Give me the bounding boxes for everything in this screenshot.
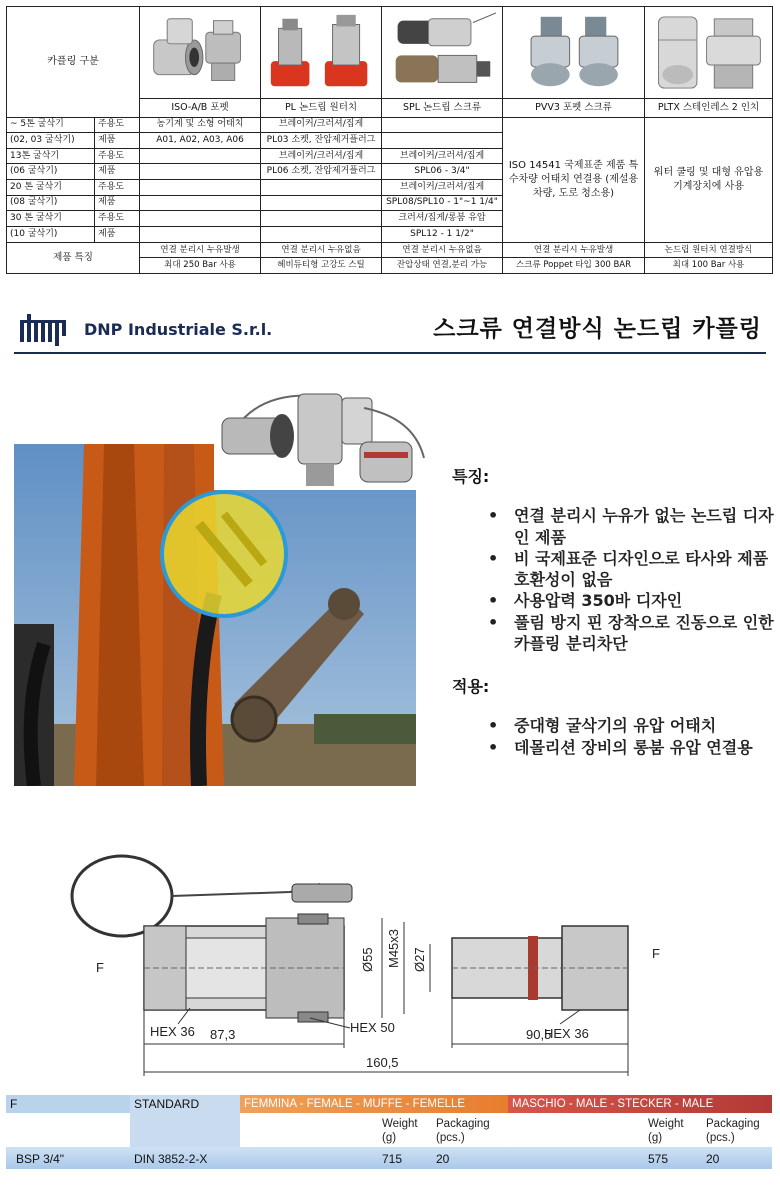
row-kind-label: 주용도 (95, 211, 140, 227)
technical-drawing (60, 848, 670, 1080)
row-kind-label: 주용도 (95, 148, 140, 164)
dim-f-left: F (96, 960, 104, 975)
feature-item: • 풀림 방지 핀 장착으로 진동으로 인한 카플링 분리차단 (488, 612, 774, 655)
pvv3-product-image (503, 7, 645, 99)
feature-line: 연결 분리시 누유발생 (503, 242, 645, 258)
corner-label: 카플링 구분 (7, 7, 140, 118)
cell-iso (140, 211, 261, 227)
dim-f-right: F (652, 946, 660, 961)
male-packaging-unit: (pcs.) (706, 1132, 735, 1144)
col-standard-header: STANDARD (134, 1097, 200, 1111)
male-packaging-label: Packaging (706, 1118, 760, 1130)
cell-spl: SPL12 - 1 1/2" (382, 227, 503, 243)
spec-male-packaging: 20 (706, 1152, 720, 1166)
female-packaging-label: Packaging (436, 1118, 490, 1130)
female-packaging-unit: (pcs.) (436, 1132, 465, 1144)
feature-line: 연결 분리시 누유발생 (140, 242, 261, 258)
dim-d27: Ø27 (412, 947, 427, 972)
dim-len-total: 160,5 (366, 1055, 399, 1070)
feature-item: • 비 국제표준 디자인으로 타사와 제품 호환성이 없음 (488, 548, 774, 591)
features-list (452, 505, 774, 654)
application-item: • 중대형 굴삭기의 유압 어태치 (488, 715, 774, 736)
pltx-note: 워터 쿨링 및 대형 유압용 기계장치에 사용 (645, 117, 773, 242)
application-item: • 데몰리션 장비의 롱붐 유압 연결용 (488, 737, 774, 758)
cell-iso (140, 227, 261, 243)
cell-spl: 크러셔/집게/롱붐 유압 (382, 211, 503, 227)
features-label: 제품 특징 (7, 242, 140, 273)
pl-product-image (261, 7, 382, 99)
cell-spl: SPL06 - 3/4" (382, 164, 503, 180)
row-left-label: 13톤 굴삭기 (7, 148, 95, 164)
feature-item: • 연결 분리시 누유가 없는 논드립 디자인 제품 (488, 505, 774, 548)
cell-spl (382, 117, 503, 133)
row-left-label: 20 톤 굴삭기 (7, 180, 95, 196)
row-left-label: (08 굴삭기) (7, 195, 95, 211)
applications-list (452, 715, 774, 758)
spl-product-image (382, 7, 503, 99)
pltx-product-image (645, 7, 773, 99)
cell-iso (140, 195, 261, 211)
dim-hex50: HEX 50 (350, 1020, 395, 1035)
cell-pl: PL03 소켓, 잔압제거플러그 (261, 133, 382, 149)
row-kind-label: 주용도 (95, 180, 140, 196)
feature-line: 연결 분리시 누유없음 (382, 242, 503, 258)
spec-table (6, 1095, 772, 1171)
female-header: FEMMINA - FEMALE - MUFFE - FEMELLE (240, 1095, 508, 1113)
female-weight-label: Weight (382, 1118, 418, 1130)
cell-pl (261, 211, 382, 227)
features-section (452, 466, 774, 758)
feature-item: • 사용압력 350바 디자인 (488, 590, 774, 611)
spec-male-weight: 575 (648, 1152, 669, 1166)
product-name-spl: SPL 논드립 스크류 (382, 98, 503, 117)
row-kind-label: 제품 (95, 164, 140, 180)
company-name: DNP Industriale S.r.l. (84, 320, 273, 339)
row-left-label: ~ 5톤 굴삭기 (7, 117, 95, 133)
dim-m45: M45x3 (386, 928, 401, 968)
spec-female-weight: 715 (382, 1152, 403, 1166)
feature-line: 최대 250 Bar 사용 (140, 258, 261, 274)
applications-heading: 적용: (452, 677, 490, 697)
cell-iso (140, 164, 261, 180)
coupler-product-image (214, 378, 434, 490)
feature-line: 잔압상태 연결,분리 가능 (382, 258, 503, 274)
row-left-label: (10 굴삭기) (7, 227, 95, 243)
header-divider (14, 352, 766, 354)
dim-d55: Ø55 (360, 947, 375, 972)
product-name-iso: ISO-A/B 포펫 (140, 98, 261, 117)
comparison-table (6, 6, 772, 274)
cell-pl (261, 180, 382, 196)
cell-spl (382, 133, 503, 149)
male-weight-unit: (g) (648, 1132, 663, 1144)
feature-line: 스크류 Poppet 타입 300 BAR (503, 258, 645, 274)
cell-iso (140, 148, 261, 164)
row-kind-label: 제품 (95, 227, 140, 243)
spec-female-packaging: 20 (436, 1152, 450, 1166)
cell-pl: 브레이커/크러셔/집게 (261, 117, 382, 133)
feature-line: 논드립 원터치 연결방식 (645, 242, 773, 258)
cell-pl: PL06 소켓, 잔압제거플러그 (261, 164, 382, 180)
iso-product-image (140, 7, 261, 99)
dim-len-male: 90,5 (526, 1027, 552, 1042)
cell-iso (140, 180, 261, 196)
cell-pl: 브레이커/크러셔/집게 (261, 148, 382, 164)
dim-hex36-left: HEX 36 (150, 1024, 195, 1039)
cell-iso: A01, A02, A03, A06 (140, 133, 261, 149)
dim-hex36-right: HEX 36 (544, 1026, 589, 1041)
cell-pl (261, 227, 382, 243)
male-header: MASCHIO - MALE - STECKER - MALE (508, 1095, 772, 1113)
excavator-photo (14, 444, 416, 786)
row-left-label: (02, 03 굴삭기) (7, 133, 95, 149)
cell-spl: SPL08/SPL10 - 1"~1 1/4" (382, 195, 503, 211)
pvv3-note: ISO 14541 국제표준 제품 특수차량 어태치 연결용 (제설용 차량, 도로 청소용) (503, 117, 645, 242)
brand-header (0, 298, 780, 358)
cell-spl: 브레이커/크러셔/집게 (382, 148, 503, 164)
row-left-label: 30 톤 굴삭기 (7, 211, 95, 227)
row-kind-label: 제품 (95, 195, 140, 211)
cell-spl: 브레이커/크러셔/집게 (382, 180, 503, 196)
dim-len-female: 87,3 (210, 1027, 236, 1042)
row-kind-label: 주용도 (95, 117, 140, 133)
cell-pl (261, 195, 382, 211)
row-left-label: (06 굴삭기) (7, 164, 95, 180)
feature-line: 연결 분리시 누유없음 (261, 242, 382, 258)
product-name-pvv3: PVV3 포펫 스크류 (503, 98, 645, 117)
col-f-header: F (10, 1097, 18, 1111)
product-name-pltx: PLTX 스테인레스 2 인치 (645, 98, 773, 117)
female-weight-unit: (g) (382, 1132, 397, 1144)
product-name-pl: PL 논드립 원터치 (261, 98, 382, 117)
cell-iso: 농기계 및 소형 어태치 (140, 117, 261, 133)
row-kind-label: 제품 (95, 133, 140, 149)
dnp-logo-icon (18, 312, 70, 346)
page-title: 스크류 연결방식 논드립 카플링 (433, 316, 762, 342)
spec-thread: BSP 3/4" (16, 1152, 65, 1166)
feature-line: 최대 100 Bar 사용 (645, 258, 773, 274)
spec-standard: DIN 3852-2-X (134, 1152, 208, 1166)
feature-line: 헤비듀티형 고강도 스틸 (261, 258, 382, 274)
features-heading: 특징: (452, 467, 490, 486)
male-weight-label: Weight (648, 1118, 684, 1130)
